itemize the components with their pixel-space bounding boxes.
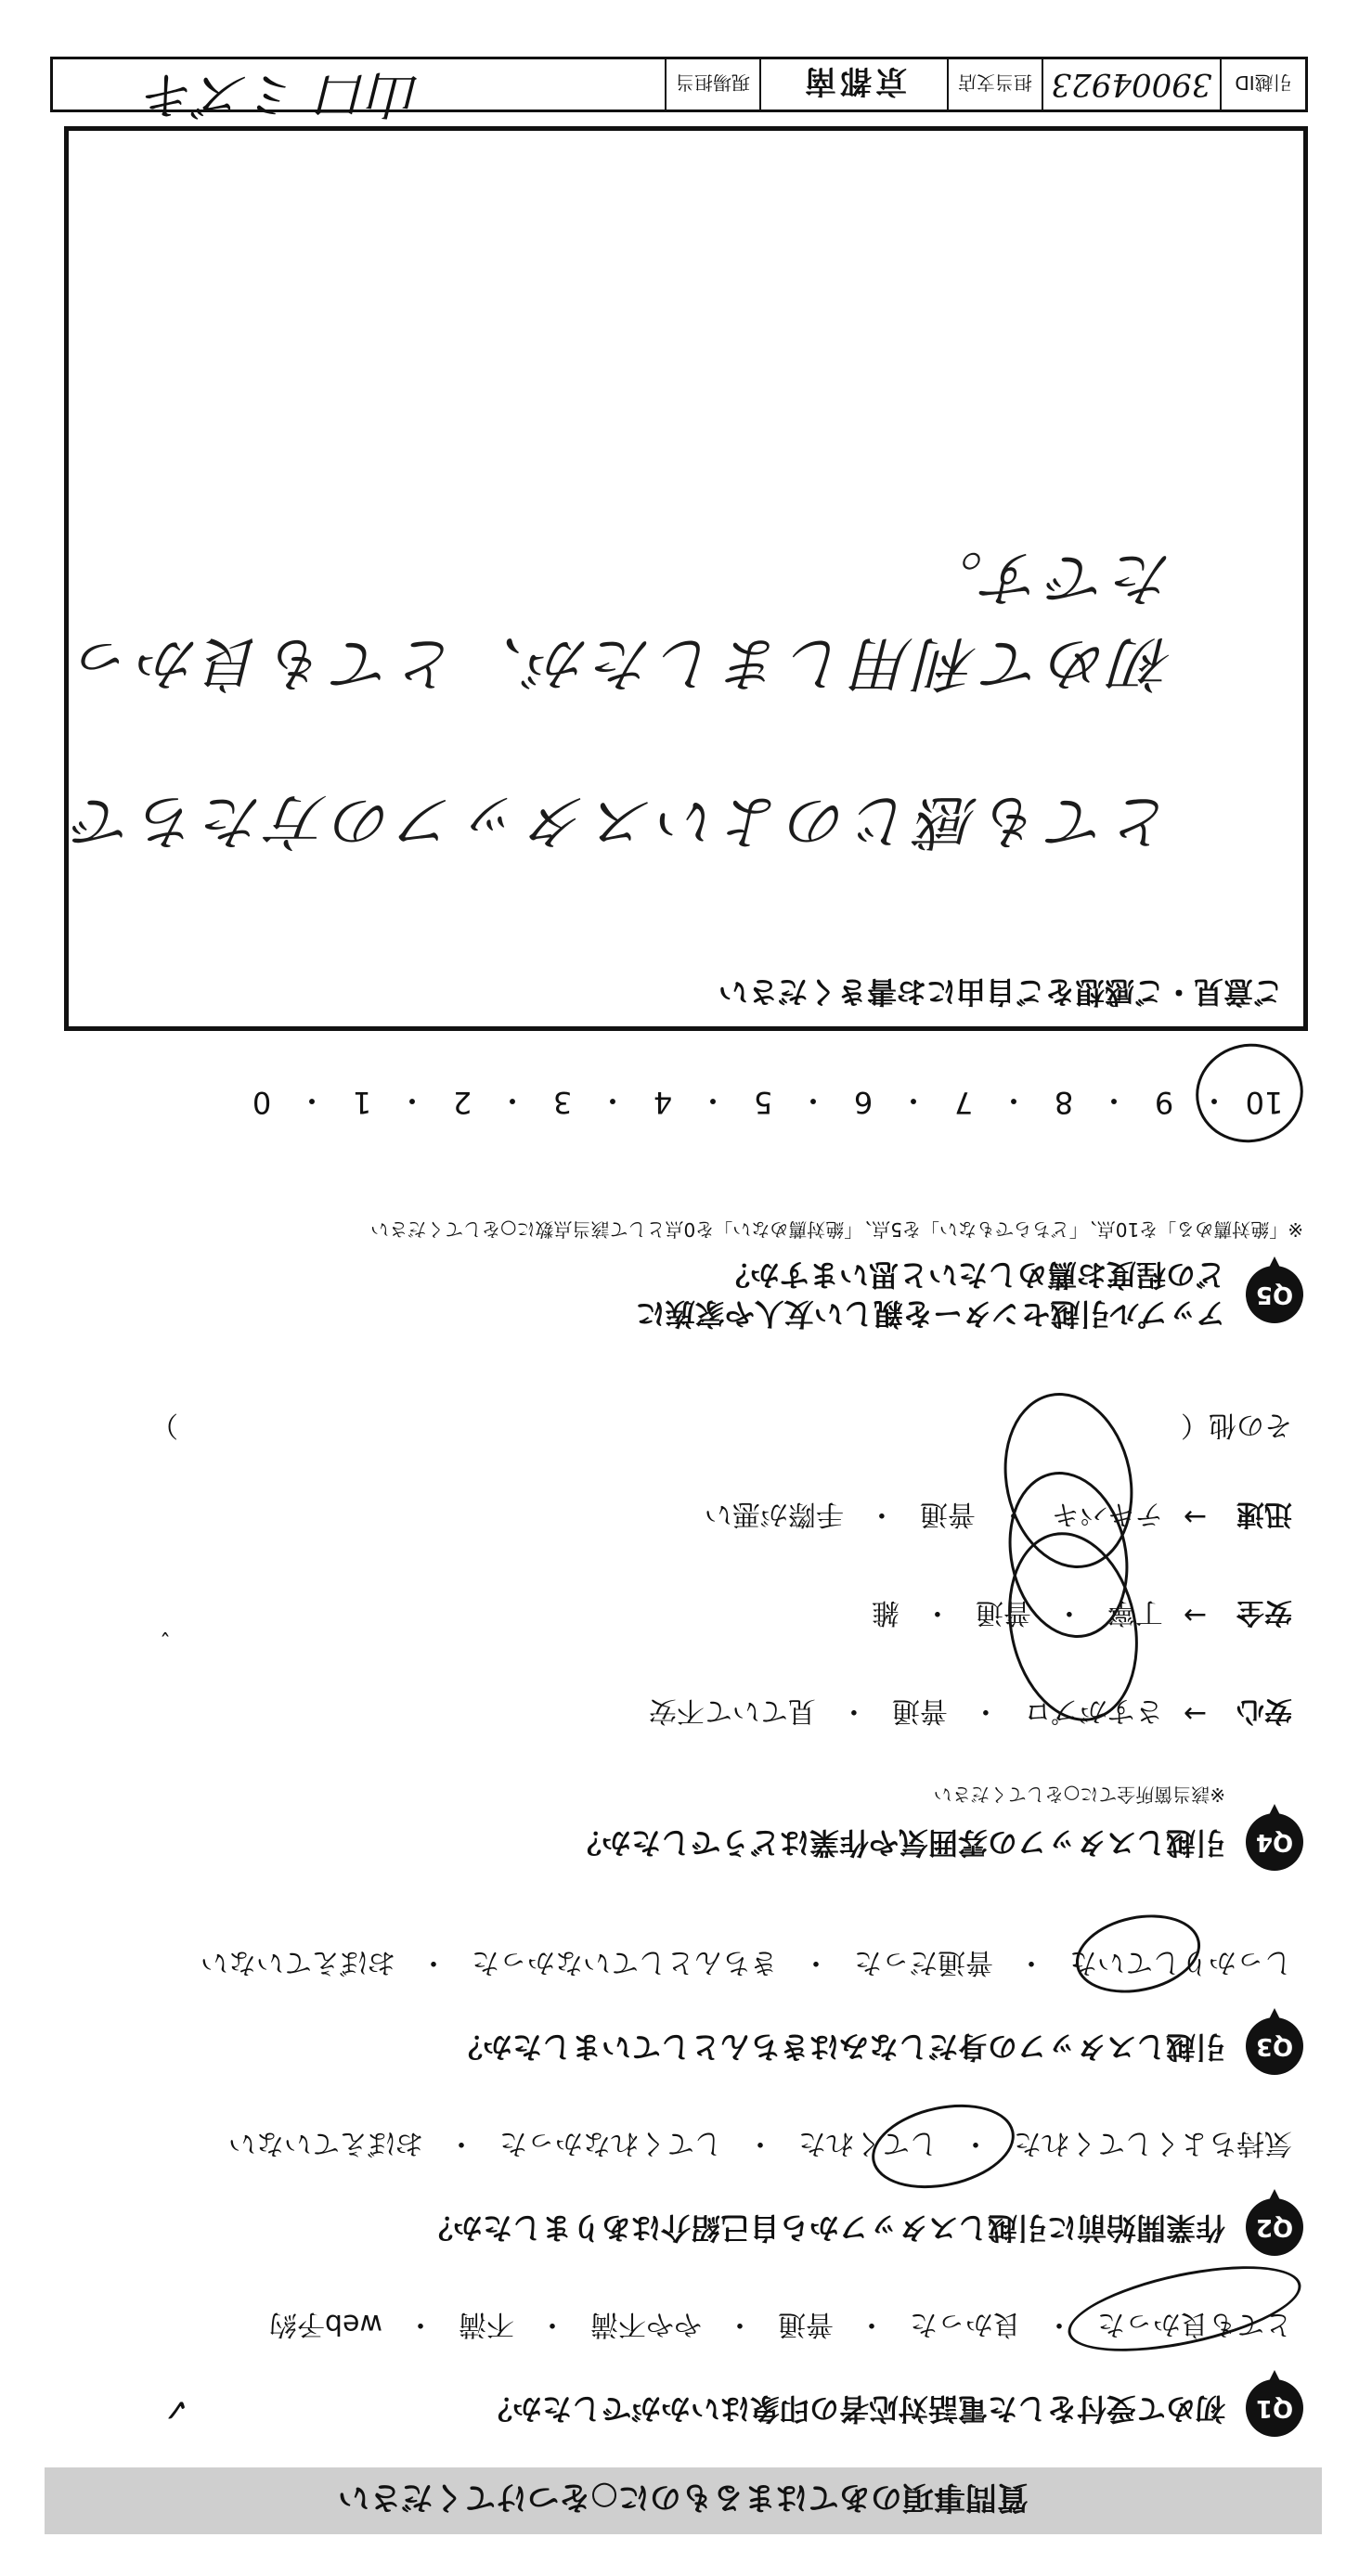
q2-options: 気持ちよくしてくれた ・ してくれた ・ してくれなかった ・ おぼえていない: [50, 2126, 1292, 2167]
q4-option[interactable]: さすがプロ: [1023, 1694, 1163, 1727]
q3-option[interactable]: 普通だった: [854, 1946, 993, 1978]
pen-mark: ˇ: [160, 1613, 171, 1639]
q3-badge: Q3: [1246, 2017, 1303, 2075]
q4-other-label: その他（: [1181, 1409, 1292, 1441]
q1-option[interactable]: とても良かった: [1097, 2308, 1292, 2340]
q4-option[interactable]: 丁寧: [1107, 1596, 1163, 1629]
q3-options: しっかりしていた ・ 普通だった ・ きちんとしていなかった ・ おぼえていない: [50, 1945, 1292, 1986]
q5-text-line1: アップル引越センターを親しい友人や家族に: [635, 1296, 1225, 1332]
id-label: 引越ID: [1220, 59, 1305, 109]
scale-value[interactable]: 1: [352, 1085, 372, 1120]
q5-scale: 10 ・ 9 ・ 8 ・ 7 ・ 6 ・ 5 ・ 4 ・ 3 ・ 2 ・ 1 ・ 0: [241, 1081, 1285, 1124]
q3-option[interactable]: きちんとしていなかった: [472, 1946, 778, 1978]
leader-signature: 山口 ミズキ: [145, 64, 421, 124]
q4-other-close: ）: [150, 1409, 178, 1441]
q4-option[interactable]: 普通: [919, 1498, 976, 1530]
q1-option[interactable]: やや不満: [590, 2308, 702, 2340]
q1-text: 初めて受付をした電話対応者の印象はいかがでしたか？: [482, 2390, 1225, 2427]
comment-title: ご意見・ご感想をご自由にお書きください: [718, 974, 1283, 1010]
q2-badge: Q2: [1246, 2198, 1303, 2256]
q1-option[interactable]: 良かった: [910, 2308, 1021, 2340]
q4-row-label: 迅速: [1236, 1498, 1292, 1530]
leader-label: 現場担当: [665, 59, 759, 109]
pen-mark: ✓: [162, 2390, 189, 2428]
comment-handwriting-line2: 初めて利用しましたが、とても良かったです。: [69, 543, 1173, 697]
q2-option[interactable]: おぼえていない: [228, 2127, 423, 2159]
instruction-banner: [45, 2467, 1322, 2534]
scale-value[interactable]: 4: [653, 1085, 673, 1120]
q4-row-speed: 迅速 → テキパキ ・ 普通 ・ 手際が悪い: [50, 1497, 1292, 1538]
q3-option[interactable]: しっかりしていた: [1069, 1946, 1292, 1978]
scale-value[interactable]: 9: [1154, 1085, 1174, 1120]
q4-option[interactable]: 普通: [891, 1694, 948, 1727]
scale-value[interactable]: 10: [1245, 1085, 1284, 1120]
q1-options: とても良かった ・ 良かった ・ 普通 ・ やや不満 ・ 不満 ・ web予約: [50, 2307, 1292, 2348]
q5-text-line2: どの程度お薦めしたいと思いますか？: [719, 1257, 1225, 1294]
q4-option[interactable]: テキパキ: [1051, 1498, 1163, 1530]
q4-option[interactable]: 手際が悪い: [704, 1498, 844, 1530]
scale-value[interactable]: 2: [452, 1085, 472, 1120]
answer-circle-q5: [1186, 1034, 1313, 1153]
q2-option[interactable]: 気持ちよくしてくれた: [1014, 2127, 1292, 2159]
q2-option[interactable]: してくれた: [798, 2127, 938, 2159]
q2-option[interactable]: してくれなかった: [499, 2127, 722, 2159]
q4-option[interactable]: 見ていて不安: [648, 1694, 816, 1727]
branch-stamp: 京都南: [759, 59, 947, 109]
scale-value[interactable]: 6: [853, 1085, 874, 1120]
scale-value[interactable]: 7: [953, 1085, 974, 1120]
q4-row-assured: 安心 → さすがプロ ・ 普通 ・ 見ていて不安: [50, 1694, 1292, 1734]
q3-option[interactable]: おぼえていない: [201, 1946, 395, 1978]
q4-text: 引越しスタッフの雰囲気や作業はどうでしたか？: [571, 1824, 1225, 1861]
q5-badge: Q5: [1246, 1266, 1303, 1323]
instruction-text: 質問事項のあてはまるものに○をつけてください: [338, 2479, 1029, 2517]
q2-text: 作業開始前に引越しスタッフから自己紹介はありましたか？: [422, 2209, 1225, 2246]
q4-badge: Q4: [1246, 1813, 1303, 1871]
q1-option[interactable]: 不満: [459, 2308, 514, 2340]
q1-option[interactable]: 普通: [778, 2308, 834, 2340]
scale-value[interactable]: 8: [1054, 1085, 1074, 1120]
q4-row-safe: 安全 → 丁寧 ・ 普通 ・ 雑: [50, 1595, 1292, 1636]
scale-value[interactable]: 0: [252, 1085, 272, 1120]
scale-value[interactable]: 5: [753, 1085, 773, 1120]
arrow-right-icon: →: [1183, 1599, 1207, 1632]
question-5: [50, 1217, 1303, 1333]
q4-option[interactable]: 雑: [871, 1596, 900, 1629]
q4-row-label: 安心: [1236, 1694, 1292, 1727]
q3-text: 引越しスタッフの身だしなみはきちんとしていましたか？: [452, 2029, 1225, 2065]
comment-handwriting-line1: とても感じのよいスタッフの方たちで: [69, 786, 1173, 855]
comment-box[interactable]: [64, 126, 1308, 1031]
q4-note: ※該当箇所全てに○をしてください: [933, 1784, 1225, 1806]
q5-note: ※「絶対薦める」を10点、「どちらでもない」を5点、「絶対薦めない」を0点として該当点数に○をしてください: [370, 1217, 1303, 1241]
arrow-right-icon: →: [1183, 1501, 1207, 1534]
branch-label: 担当支店: [947, 59, 1042, 109]
q4-option[interactable]: 普通: [975, 1596, 1031, 1629]
id-value: 39004923: [1042, 59, 1220, 109]
question-2: [50, 2126, 1303, 2256]
q4-row-label: 安全: [1236, 1596, 1292, 1629]
arrow-right-icon: →: [1183, 1697, 1207, 1731]
scale-value[interactable]: 3: [552, 1085, 573, 1120]
q1-option[interactable]: web予約: [268, 2308, 382, 2340]
q1-badge: Q1: [1246, 2379, 1303, 2437]
